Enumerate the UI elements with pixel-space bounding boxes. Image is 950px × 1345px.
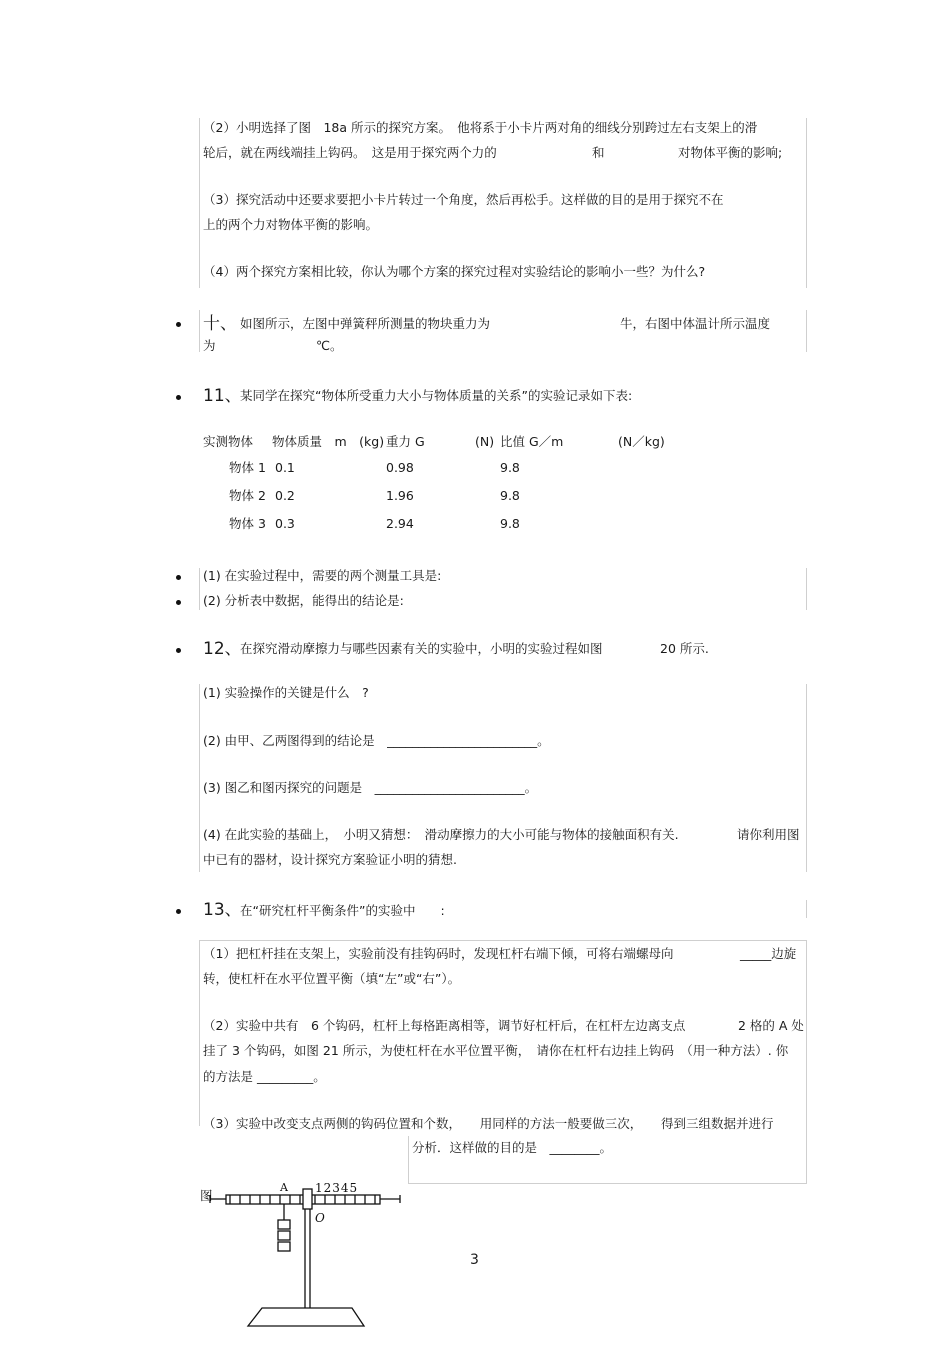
q2-line1: （2）小明选择了图 18a 所示的探究方案。 他将系于小卡片两对角的细线分别跨过左右支架上的滑: [203, 120, 758, 135]
q12-number: 12、: [203, 639, 242, 659]
lever-label-a: A: [280, 1181, 288, 1194]
table-header-weight-unit: (N): [475, 434, 495, 449]
q10-line2b: ℃。: [316, 338, 343, 353]
row-mass: 0.3: [275, 516, 295, 531]
row-weight: 2.94: [386, 516, 414, 531]
row-object: 物体 2: [229, 488, 266, 503]
row-ratio: 9.8: [500, 488, 520, 503]
q12-text-b: 20 所示.: [660, 641, 709, 656]
row-object: 物体 1: [229, 460, 266, 475]
bullet: [176, 322, 181, 327]
q10-line1b: 牛，右图中体温计所示温度: [620, 316, 771, 331]
q10-line2a: 为: [203, 338, 216, 353]
q12-sub4-line2: 中已有的器材，设计探究方案验证小明的猜想.: [203, 852, 457, 867]
q12-sub1: (1) 实验操作的关键是什么 ?: [203, 685, 369, 700]
row-weight: 0.98: [386, 460, 414, 475]
q11-text: 某同学在探究“物体所受重力大小与物体质量的关系”的实验记录如下表:: [240, 388, 633, 403]
q13-s2-line1b: 2 格的 A 处: [738, 1018, 804, 1033]
table-header-mass: 物体质量 m (kg): [272, 434, 385, 449]
q12-sub4-line1b: 请你利用图: [737, 827, 800, 842]
q3-line1: （3）探究活动中还要求要把小卡片转过一个角度，然后再松手。这样做的目的是用于探究不在: [203, 192, 724, 207]
table-header-weight: 重力 G: [386, 434, 425, 449]
lever-figure: [200, 1180, 420, 1340]
row-weight: 1.96: [386, 488, 414, 503]
lever-label-o: O: [315, 1211, 325, 1225]
page-number: 3: [470, 1252, 479, 1268]
q13-text: 在“研究杠杆平衡条件”的实验中 :: [240, 903, 445, 918]
frame-line: [199, 310, 200, 352]
lever-label-scale: 12345: [315, 1181, 359, 1195]
table-header-ratio-unit: (N／kg): [618, 434, 665, 449]
figure-label: 图: [200, 1188, 213, 1203]
frame-line: [806, 310, 807, 352]
row-ratio: 9.8: [500, 460, 520, 475]
table-header-ratio: 比值 G／m: [500, 434, 564, 449]
q2-line2a: 轮后，就在两线端挂上钩码。 这是用于探究两个力的: [203, 145, 497, 160]
q11-sub1: (1) 在实验过程中，需要的两个测量工具是:: [203, 568, 442, 583]
q13-s3-line1: （3）实验中改变支点两侧的钩码位置和个数， 用同样的方法一般要做三次， 得到三组数据并进行: [203, 1116, 774, 1131]
frame-line: [806, 900, 807, 918]
bullet: [176, 648, 181, 653]
q12-sub3: (3) 图乙和图丙探究的问题是 ________________________。: [203, 780, 538, 795]
q13-s1-line2: 转，使杠杆在水平位置平衡（填“左”或“右”）。: [203, 971, 461, 986]
bullet: [176, 909, 181, 914]
q10-number: 十、: [203, 314, 237, 334]
q11-number: 11、: [203, 386, 242, 406]
bullet: [176, 575, 181, 580]
frame-line: [806, 568, 807, 610]
q13-number: 13、: [203, 900, 242, 920]
row-mass: 0.2: [275, 488, 295, 503]
q13-s3-line2: 分析．这样做的目的是 ________。: [412, 1140, 613, 1155]
q10-line1a: 如图所示，左图中弹簧秤所测量的物块重力为: [240, 316, 491, 331]
q12-text-a: 在探究滑动摩擦力与哪些因素有关的实验中，小明的实验过程如图: [240, 641, 603, 656]
row-ratio: 9.8: [500, 516, 520, 531]
q12-sub2: (2) 由甲、乙两图得到的结论是 ________________________。: [203, 733, 550, 748]
frame-line: [199, 684, 200, 872]
frame-line: [199, 940, 807, 941]
q4-line1: （4）两个探究方案相比较，你认为哪个方案的探究过程对实验结论的影响小一些？为什么?: [203, 264, 706, 279]
bullet: [176, 600, 181, 605]
frame-line: [408, 1136, 409, 1184]
frame-line: [199, 568, 200, 610]
q12-sub4-line1a: (4) 在此实验的基础上， 小明又猜想： 滑动摩擦力的大小可能与物体的接触面积有关.: [203, 827, 679, 842]
row-object: 物体 3: [229, 516, 266, 531]
frame-line: [806, 684, 807, 872]
q3-line2: 上的两个力对物体平衡的影响。: [203, 217, 379, 232]
frame-line: [806, 118, 807, 288]
q11-sub2: (2) 分析表中数据，能得出的结论是:: [203, 593, 404, 608]
q13-s2-line2: 挂了 3 个钩码，如图 21 所示，为使杠杆在水平位置平衡， 请你在杠杆右边挂上钩码 （用一种方法）. 你: [203, 1043, 789, 1058]
frame-line: [199, 118, 200, 288]
q13-s2-line1a: （2）实验中共有 6 个钩码，杠杆上每格距离相等，调节好杠杆后，在杠杆左边离支点: [203, 1018, 686, 1033]
q13-s2-line3: 的方法是 _________。: [203, 1069, 326, 1084]
q13-s1-line1b: _____边旋: [740, 946, 797, 961]
frame-line: [199, 940, 200, 1126]
table-header-object: 实测物体: [203, 434, 254, 449]
bullet: [176, 395, 181, 400]
row-mass: 0.1: [275, 460, 295, 475]
frame-line: [408, 1183, 807, 1184]
q2-line2c: 对物体平衡的影响;: [678, 145, 783, 160]
q13-s1-line1a: （1）把杠杆挂在支架上，实验前没有挂钩码时，发现杠杆右端下倾，可将右端螺母向: [203, 946, 674, 961]
q2-line2b: 和: [592, 145, 605, 160]
frame-line: [806, 940, 807, 1184]
